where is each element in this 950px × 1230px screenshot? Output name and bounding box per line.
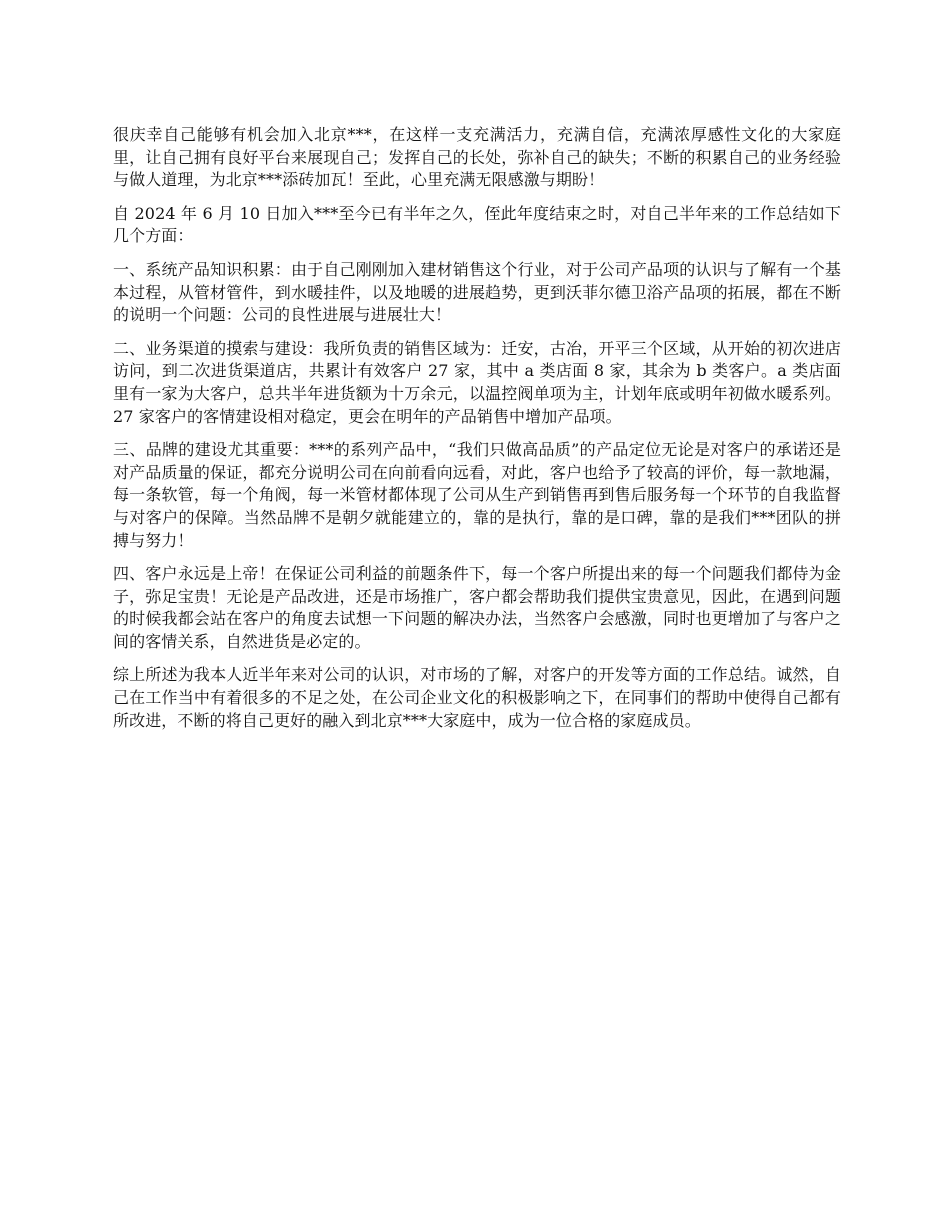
paragraph-summary-lead: 自 2024 年 6 月 10 日加入***至今已有半年之久，侄此年度结束之时，对自己半年来的工作总结如下几个方面： <box>113 203 841 246</box>
paragraph-conclusion: 综上所述为我本人近半年来对公司的认识，对市场的了解，对客户的开发等方面的工作总结。诚然，自己在工作当中有着很多的不足之处，在公司企业文化的积极影响之下，在同事们的帮助中使得自己都有所改进，不断的将自己更好的融入到北京***大家庭中，成为一位合格的家庭成员。 <box>113 665 841 730</box>
paragraph-brand-building: 三、品牌的建设尤其重要：***的系列产品中，“我们只做高品质”的产品定位无论是对客户的承诺还是对产品质量的保证，都充分说明公司在向前看向远看，对此，客户也给予了较高的评价，每一款地漏，每一条软管，每一个角阀，每一米管材都体现了公司从生产到销售再到售后服务每一个环节的自我监督与对客户的保障。当然品牌不是朝夕就能建立的，靠的是执行，靠的是口碑，靠的是我们***团队的拼搏与努力！ <box>113 440 841 550</box>
paragraph-product-knowledge: 一、系统产品知识积累：由于自己刚刚加入建材销售这个行业，对于公司产品项的认识与了解有一个基本过程，从管材管件，到水暖挂件，以及地暖的进展趋势，更到沃菲尔德卫浴产品项的拓展，都在不断的说明一个问题：公司的良性进展与进展壮大！ <box>113 259 841 325</box>
paragraph-sales-channels: 二、业务渠道的摸索与建设：我所负责的销售区域为：迁安，古冶，开平三个区域，从开始的初次进店访问，到二次进货渠道店，共累计有效客户 27 家，其中 a 类店面 8 家，其余为 b 类客户。a 类店面里有一家为大客户，总共半年进货额为十万余元，以温控阀单项为主，计划年底或明年初做水暖系列。27 家客户的客情建设相对稳定，更会在明年的产品销售中增加产品项。 <box>113 338 841 426</box>
paragraph-intro: 很庆幸自己能够有机会加入北京***，在这样一支充满活力，充满自信，充满浓厚感性文化的大家庭里，让自己拥有良好平台来展现自己；发挥自己的长处，弥补自己的缺失；不断的积累自己的业务经验与做人道理，为北京***添砖加瓦！至此，心里充满无限感激与期盼！ <box>113 125 841 190</box>
paragraph-customer-first: 四、客户永远是上帝！在保证公司利益的前题条件下，每一个客户所提出来的每一个问题我们都侍为金子，弥足宝贵！无论是产品改进，还是市场推广，客户都会帮助我们提供宝贵意见，因此，在遇到问题的时候我都会站在客户的角度去试想一下问题的解决办法，当然客户会感激，同时也更增加了与客户之间的客情关系，自然进货是必定的。 <box>113 564 841 651</box>
document-page <box>113 124 841 743</box>
